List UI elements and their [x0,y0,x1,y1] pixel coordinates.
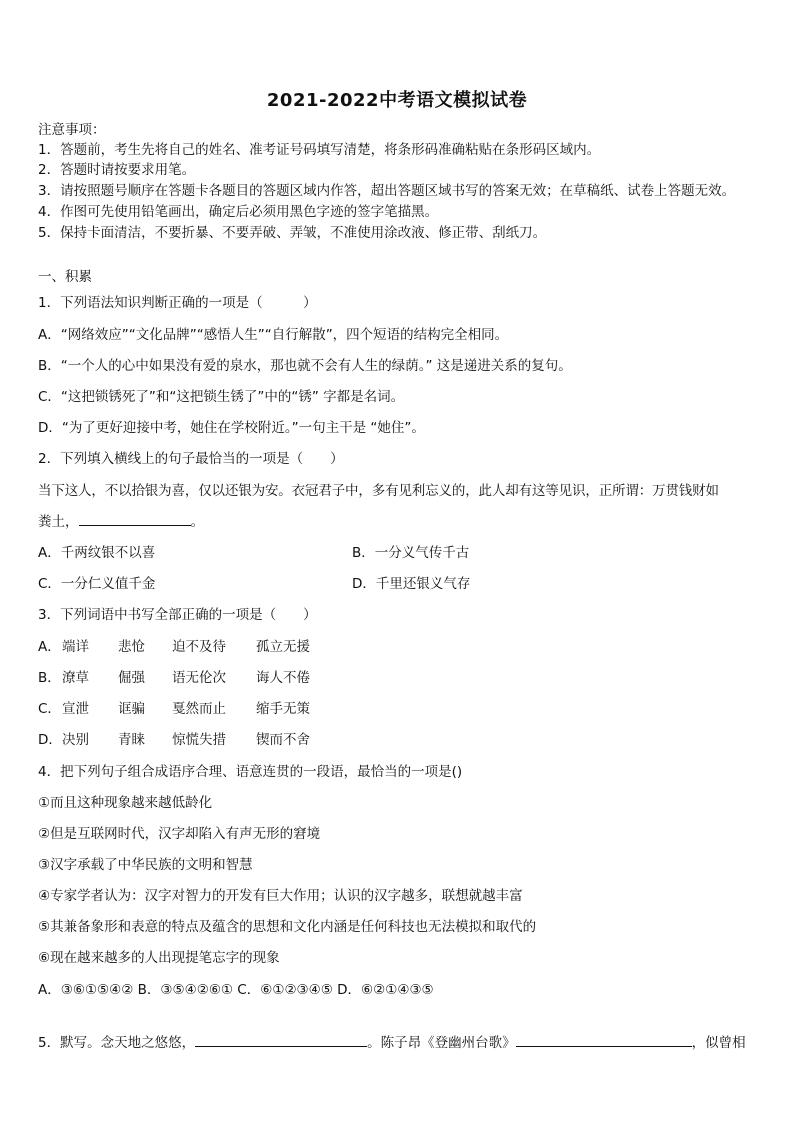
q3-word: 决别 [62,732,89,748]
q2-passage-line-1: 当下这人，不以拾银为喜，仅以还银为安。衣冠君子中，多有见利忘义的，此人却有这等见识，正所谓：万贯钱财如 [38,483,719,499]
q3-word: 倔强 [118,670,145,686]
q3-word: 缩手无策 [256,701,310,717]
q1-option-c: C．“这把锁锈死了”和“这把锁生锈了”中的“锈” 字都是名词。 [38,389,405,405]
q3-word: 诲人不倦 [256,670,310,686]
q3-word: 宣泄 [62,701,89,717]
q4-options: A．③⑥①⑤④② B．③⑤④②⑥① C．⑥①②③④⑤ D．⑥②①④③⑤ [38,982,434,998]
page-title: 2021-2022中考语文模拟试卷 [266,90,528,111]
q2-passage-text: 粪土， [38,514,79,530]
q4-sentence-6: ⑥现在越来越多的人出现提笔忘字的现象 [38,950,280,966]
q3-word: 潦草 [62,670,89,686]
q3-option-d [38,728,768,748]
q5-answer-blank-2 [516,1034,692,1047]
notice-item-2: 2．答题时请按要求用笔。 [38,162,196,178]
notice-item-5: 5．保持卡面清洁，不要折暴、不要弄破、弄皱，不准使用涂改液、修正带、刮纸刀。 [38,225,547,241]
q3-option-label: C． [38,701,61,717]
q4-stem: 4．把下列句子组合成语序合理、语意连贯的一段语，最恰当的一项是() [38,764,463,780]
q5-text-2: 。陈子昂《登幽州台歌》 [367,1035,516,1051]
q3-word: 青睐 [118,732,145,748]
notice-item-1: 1．答题前，考生先将自己的姓名、准考证号码填写清楚，将条形码准确粘贴在条形码区域内。 [38,142,601,158]
q2-option-a: A．千两纹银不以喜 [38,545,156,561]
q5-dictation [38,1031,768,1051]
q2-option-b: B．一分义气传千古 [352,545,470,561]
q2-option-c: C．一分仁义值千金 [38,576,156,592]
q3-option-label: B． [38,670,61,686]
q3-word: 端详 [62,639,89,655]
q3-option-label: D． [38,732,62,748]
q4-sentence-2: ②但是互联网时代，汉字却陷入有声无形的窘境 [38,826,321,842]
q4-sentence-4: ④专家学者认为：汉字对智力的开发有巨大作用；认识的汉字越多，联想就越丰富 [38,888,523,904]
section-heading: 一、积累 [38,269,92,285]
q2-stem: 2．下列填入横线上的句子最恰当的一项是（ ） [38,451,344,467]
q2-option-d: D．千里还银义气存 [352,576,471,592]
q3-word: 迫不及待 [172,639,226,655]
q2-answer-blank [79,513,191,526]
q3-word: 悲怆 [118,639,145,655]
q5-text-1: 5．默写。念天地之悠悠， [38,1035,196,1051]
q3-stem: 3．下列词语中书写全部正确的一项是（ ） [38,607,317,623]
q3-word: 诓骗 [118,701,145,717]
q2-options-row-2 [38,572,768,592]
q5-text-3: ，似曾相 [691,1035,746,1051]
q3-word: 语无伦次 [172,670,226,686]
q4-sentence-3: ③汉字承载了中华民族的文明和智慧 [38,857,253,873]
q2-passage-end: 。 [190,514,204,530]
q1-option-d: D．“为了更好迎接中考，她住在学校附近。”一句主干是 “她住”。 [38,420,425,436]
q3-word: 孤立无援 [256,639,310,655]
q2-options-row-1 [38,541,768,561]
q3-option-c [38,697,768,717]
q3-word: 惊慌失措 [172,732,226,748]
notice-heading: 注意事项： [38,122,106,138]
notice-item-4: 4．作图可先使用铅笔画出，确定后必须用黑色字迹的签字笔描黑。 [38,204,439,220]
q2-passage-line-2 [38,510,768,530]
q3-option-label: A． [38,639,61,655]
q5-answer-blank-1 [195,1034,367,1047]
q3-option-a [38,635,768,655]
q1-option-a: A．“网络效应”“文化品牌”“感悟人生”“自行解散”，四个短语的结构完全相同。 [38,327,509,343]
q3-option-b [38,666,768,686]
notice-item-3: 3．请按照题号顺序在答题卡各题目的答题区域内作答，超出答题区域书写的答案无效；在草稿纸、试卷上答题无效。 [38,183,736,199]
q3-word: 戛然而止 [172,701,226,717]
q1-stem: 1．下列语法知识判断正确的一项是（ ） [38,295,317,311]
q3-word: 锲而不舍 [256,732,310,748]
q4-sentence-5: ⑤其兼备象形和表意的特点及蕴含的思想和文化内涵是任何科技也无法模拟和取代的 [38,919,537,935]
q4-sentence-1: ①而且这种现象越来越低龄化 [38,795,213,811]
q1-option-b: B．“一个人的心中如果没有爱的泉水，那也就不会有人生的绿荫。” 这是递进关系的复句。 [38,358,572,374]
